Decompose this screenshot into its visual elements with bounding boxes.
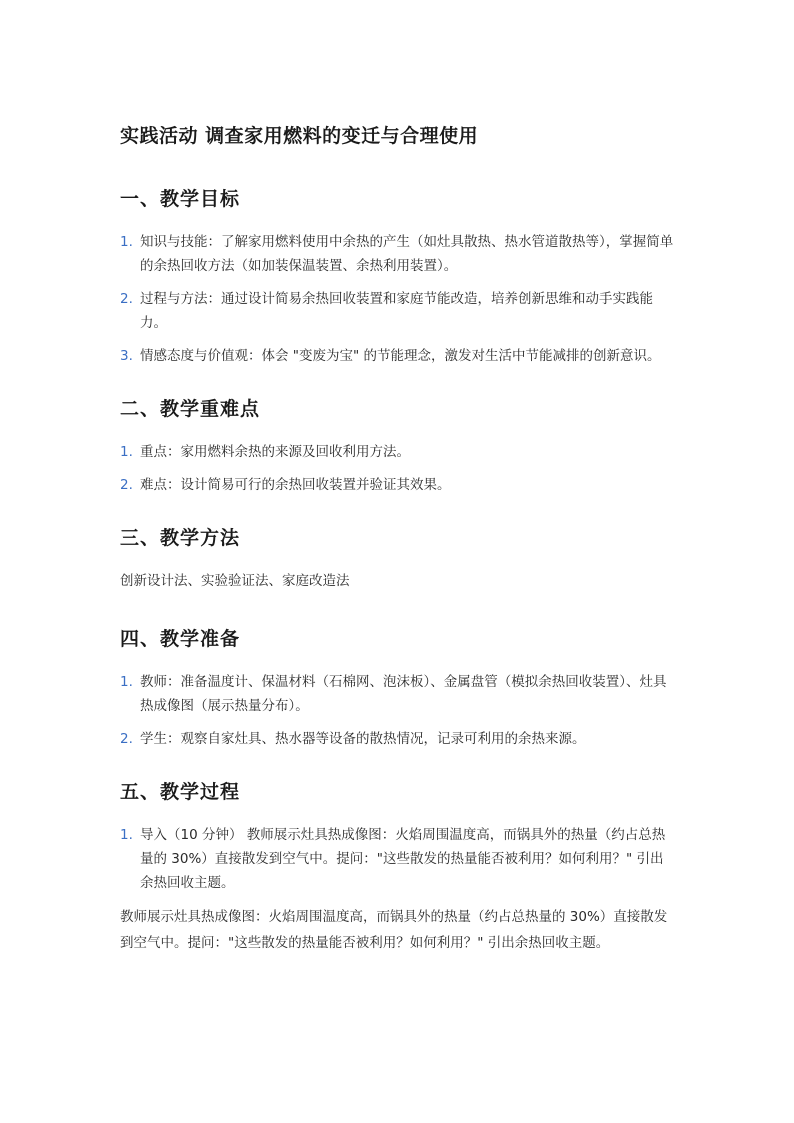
list-number: 2. [120,477,133,493]
objectives-list [120,230,674,368]
list-item-text: 难点：设计简易可行的余热回收装置并验证其效果。 [140,477,451,493]
list-number: 2. [120,291,133,307]
process-list [120,823,674,895]
list-number: 1. [120,827,133,843]
list-item-text: 教师：准备温度计、保温材料（石棉网、泡沫板）、金属盘管（模拟余热回收装置）、灶具热成像图（展示热量分布）。 [140,674,667,714]
list-number: 1. [120,674,133,690]
list-item [120,727,674,751]
difficulties-list [120,440,674,497]
list-number: 3. [120,348,133,364]
process-paragraph: 教师展示灶具热成像图：火焰周围温度高，而锅具外的热量（约占总热量的 30%）直接散发到空气中。提问："这些散发的热量能否被利用？如何利用？" 引出余热回收主题。 [120,909,668,951]
list-number: 1. [120,444,133,460]
list-item [120,473,674,497]
section-teaching-preparation [120,625,674,751]
document-title: 实践活动 调查家用燃料的变迁与合理使用 [120,125,479,147]
list-item [120,823,674,895]
list-item [120,230,674,278]
preparation-list [120,670,674,751]
methods-text: 创新设计法、实验验证法、家庭改造法 [120,573,350,589]
list-number: 1. [120,234,133,250]
list-item [120,344,674,368]
list-item-text: 学生：观察自家灶具、热水器等设备的散热情况，记录可利用的余热来源。 [140,731,586,747]
list-item-text: 导入（10 分钟） 教师展示灶具热成像图：火焰周围温度高，而锅具外的热量（约占总热量的 30%）直接散发到空气中。提问："这些散发的热量能否被利用？如何利用？" 引出余热回收主题。 [140,827,666,891]
list-item-text: 过程与方法：通过设计简易余热回收装置和家庭节能改造，培养创新思维和动手实践能力。 [140,291,653,331]
section-heading: 五、教学过程 [120,781,241,803]
section-heading: 三、教学方法 [120,527,241,549]
section-teaching-process [120,778,674,956]
list-item-text: 知识与技能：了解家用燃料使用中余热的产生（如灶具散热、热水管道散热等），掌握简单的余热回收方法（如加装保温装置、余热利用装置）。 [140,234,674,274]
section-heading: 二、教学重难点 [120,398,261,420]
section-teaching-methods [120,524,674,593]
section-key-difficulties [120,395,674,497]
section-heading: 四、教学准备 [120,628,241,650]
section-heading: 一、教学目标 [120,188,241,210]
list-item-text: 情感态度与价值观：体会 "变废为宝" 的节能理念，激发对生活中节能减排的创新意识。 [140,348,661,364]
section-teaching-objectives [120,185,674,368]
list-item [120,440,674,464]
list-item [120,670,674,718]
list-number: 2. [120,731,133,747]
list-item-text: 重点：家用燃料余热的来源及回收利用方法。 [140,444,410,460]
list-item [120,287,674,335]
